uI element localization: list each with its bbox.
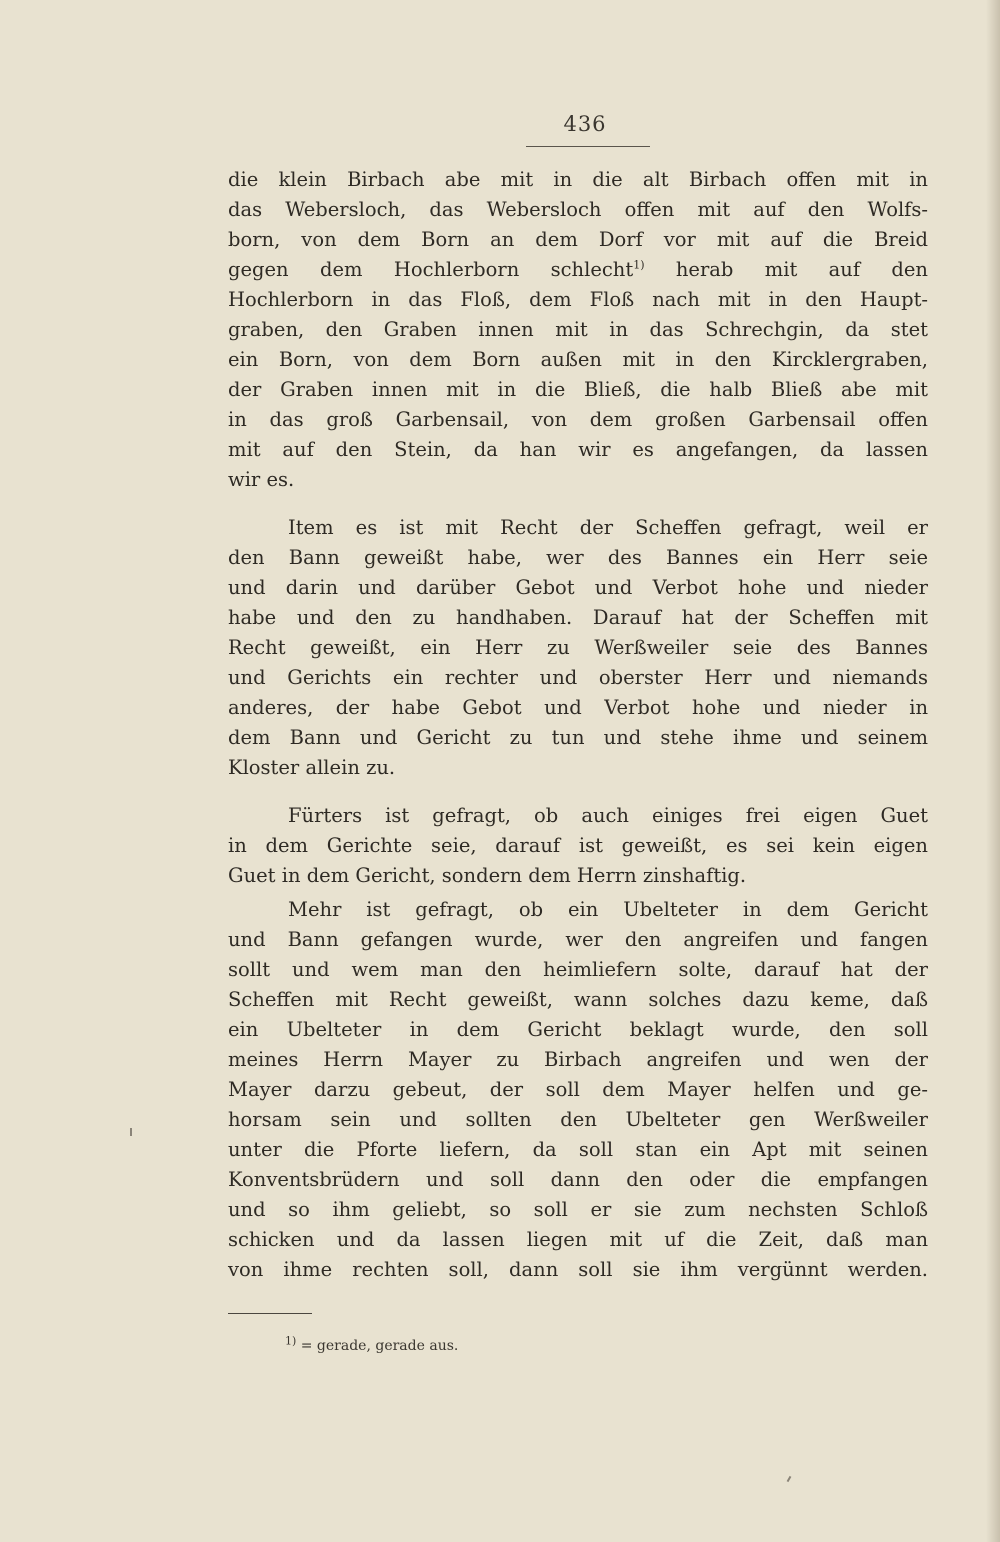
text-segment: gegen dem Hochlerborn schlecht [228, 258, 634, 281]
text-line: dem Bann und Gericht zu tun und stehe ihme und seinem [228, 726, 928, 749]
text-line: Mayer darzu gebeut, der soll dem Mayer helfen und ge- [228, 1078, 928, 1101]
text-line: ein Ubelteter in dem Gericht beklagt wurde, den soll [228, 1018, 928, 1041]
text-line: und Gerichts ein rechter und oberster Herr und niemands [228, 666, 928, 689]
page-edge-shadow [986, 0, 1000, 1542]
text-line: Konventsbrüdern und soll dann den oder die empfangen [228, 1168, 928, 1191]
text-line: Hochlerborn in das Floß, dem Floß nach mit in den Haupt- [228, 288, 928, 311]
paragraph-2 [228, 513, 928, 783]
paragraph-1 [228, 165, 928, 495]
text-line: graben, den Graben innen mit in das Schrechgin, da stet [228, 318, 928, 341]
text-line: den Bann geweißt habe, wer des Bannes ein Herr seie [228, 546, 928, 569]
text-line: habe und den zu handhaben. Darauf hat der Scheffen mit [228, 606, 928, 629]
text-line: Recht geweißt, ein Herr zu Werßweiler seie des Bannes [228, 636, 928, 659]
text-segment: herab mit auf den [644, 258, 928, 281]
text-line: Kloster allein zu. [228, 756, 396, 779]
text-line: sollt und wem man den heimliefern solte, darauf hat der [228, 958, 928, 981]
text-line: anderes, der habe Gebot und Verbot hohe und nieder in [228, 696, 928, 719]
text-line: Mehr ist gefragt, ob ein Ubelteter in dem Gericht [288, 898, 928, 921]
text-line: und darin und darüber Gebot und Verbot hohe und nieder [228, 576, 928, 599]
text-line: ein Born, von dem Born außen mit in den Kircklergraben, [228, 348, 928, 371]
text-line: das Webersloch, das Webersloch offen mit auf den Wolfs- [228, 198, 928, 221]
text-line: Fürters ist gefragt, ob auch einiges frei eigen Guet [288, 804, 928, 827]
text-line: und so ihm geliebt, so soll er sie zum nechsten Schloß [228, 1198, 928, 1221]
footnote [285, 1334, 459, 1354]
footnote-marker: 1) [285, 1334, 297, 1348]
text-line: und Bann gefangen wurde, wer den angreifen und fangen [228, 928, 928, 951]
text-line: die klein Birbach abe mit in die alt Birbach offen mit in [228, 168, 928, 191]
footnote-marker: 1) [633, 258, 645, 272]
paragraph-4 [228, 895, 928, 1285]
text-line: Scheffen mit Recht geweißt, wann solches dazu keme, daß [228, 988, 928, 1011]
text-line: meines Herrn Mayer zu Birbach angreifen und wen der [228, 1048, 928, 1071]
text-line: wir es. [228, 468, 295, 491]
text-line: der Graben innen mit in die Bließ, die halb Bließ abe mit [228, 378, 928, 401]
text-line: Item es ist mit Recht der Scheffen gefragt, weil er [288, 516, 928, 539]
text-line: in dem Gerichte seie, darauf ist geweißt, es sei kein eigen [228, 834, 928, 857]
text-line: Guet in dem Gericht, sondern dem Herrn zinshaftig. [228, 864, 747, 887]
text-line: schicken und da lassen liegen mit uf die Zeit, daß man [228, 1228, 928, 1251]
text-line: unter die Pforte liefern, da soll stan ein Apt mit seinen [228, 1138, 928, 1161]
text-line-with-footnote [228, 255, 928, 285]
text-line: horsam sein und sollten den Ubelteter gen Werßweiler [228, 1108, 928, 1131]
body-text [228, 165, 928, 1303]
scan-speck [787, 1476, 792, 1482]
paragraph-3 [228, 801, 928, 891]
text-line: in das groß Garbensail, von dem großen Garbensail offen [228, 408, 928, 431]
page-number-rule [526, 146, 650, 147]
text-line: born, von dem Born an dem Dorf vor mit auf die Breid [228, 228, 928, 251]
scan-speck [130, 1128, 132, 1136]
text-line: mit auf den Stein, da han wir es angefangen, da lassen [228, 438, 928, 461]
page-number: 436 [563, 112, 607, 136]
footnote-text: = gerade, gerade aus. [296, 1338, 459, 1354]
text-line: von ihme rechten soll, dann soll sie ihm vergünnt werden. [228, 1258, 928, 1281]
footnote-rule [228, 1313, 312, 1314]
